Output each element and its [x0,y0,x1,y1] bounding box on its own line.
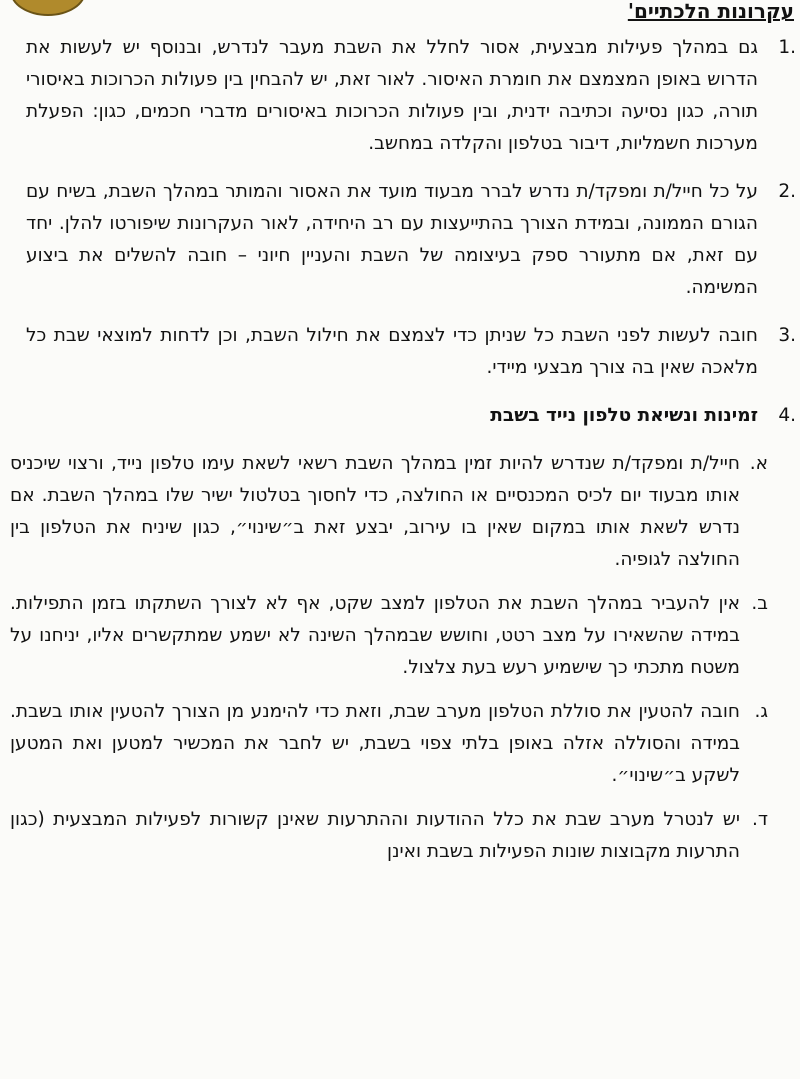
list-item [0,320,800,384]
sub-list-item [0,804,800,868]
item-number: .4 [778,405,796,426]
sub-list-item [0,696,800,792]
sub-item-text: יש לנטרל מערב שבת את כלל ההודעות וההתרעות שאינן קשורות לפעילות המבצעית (כגון התרעות מקבוצות שונות הפעילות בשבת ואינן [10,809,740,862]
document-body [0,32,800,880]
sub-item-text: חובה להטעין את סוללת הטלפון מערב שבת, וזאת כדי להימנע מן הצורך להטעין אותו בשבת. במידה והסוללה אזלה באופן בלתי צפוי בשבת, יש לחבר את המכשיר למטען ואת המטען לשקע ב״שינוי״. [10,701,740,786]
sub-item-letter: ד. [752,809,768,830]
list-item-heading [0,400,800,432]
list-item [0,32,800,160]
subsection-heading: זמינות ונשיאת טלפון נייד בשבת [490,405,758,426]
emblem-logo [10,0,86,16]
sub-item-letter: א. [749,453,768,474]
item-number: .3 [778,325,796,346]
item-text: חובה לעשות לפני השבת כל שניתן כדי לצמצם את חילול השבת, וכן לדחות למוצאי שבת כל מלאכה שאין בה צורך מבצעי מיידי. [26,325,758,378]
sub-list-item [0,448,800,576]
list-item [0,176,800,304]
item-text: גם במהלך פעילות מבצעית, אסור לחלל את השבת מעבר לנדרש, ובנוסף יש לעשות את הדרוש באופן המצמצם את חומרת האיסור. לאור זאת, יש להבחין בין פעולות הכרוכות באיסורי תורה, כגון נסיעה וכתיבה ידנית, ובין פעולות הכרוכות באיסורים מדברי חכמים, כגון: הפעלת מערכות חשמליות, דיבור בטלפון והקלדה במחשב. [26,37,758,154]
item-number: .2 [778,181,796,202]
item-number: .1 [778,37,796,58]
sub-item-text: אין להעביר במהלך השבת את הטלפון למצב שקט, אף לא לצורך השתקתו בזמן התפילות. במידה שהשאירו על מצב רטט, וחושש שבמהלך השינה לא ישמע שמתקשרים אליו, יניחנו על משטח מתכתי כך שישמיע רעש בעת צלצול. [10,593,740,678]
sub-list-item [0,588,800,684]
sub-item-letter: ב. [751,593,768,614]
item-text: על כל חייל/ת ומפקד/ת נדרש לברר מבעוד מועד את האסור והמותר במהלך השבת, בשיח עם הגורם הממונה, ובמידת הצורך בהתייעצות עם רב היחידה, לאור העקרונות שיפורטו להלן. יחד עם זאת, אם מתעורר ספק בעיצומה של השבת והעניין חיוני – חובה להשלים את ביצוע המשימה. [26,181,758,298]
section-title: עקרונות הלכתיים' [627,0,794,23]
sub-item-letter: ג. [754,701,768,722]
sub-item-text: חייל/ת ומפקד/ת שנדרש להיות זמין במהלך השבת רשאי לשאת עימו טלפון נייד, ורצוי שיכניס אותו מבעוד יום לכיס המכנסיים או החולצה, כדי לחסוך בטלטול ישיר שלו במהלך השבת. אם נדרש לשאת אותו במקום שאין בו עירוב, יבצע זאת ב״שינוי״, כגון שיניח את הטלפון בין החולצה לגופיה. [10,453,740,570]
